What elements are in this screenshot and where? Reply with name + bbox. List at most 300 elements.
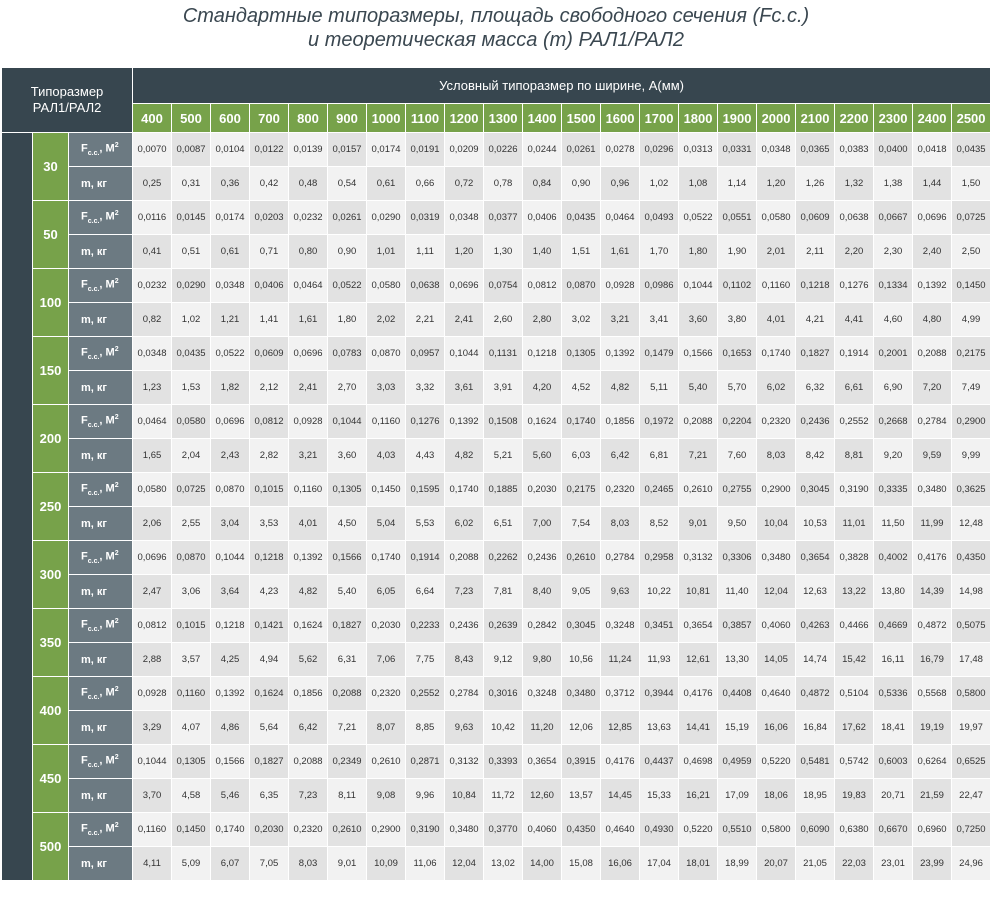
area-label: $F_{с.с.}$, $М^2$ <box>69 541 133 575</box>
area-value: 0,0580 <box>172 405 211 439</box>
mass-value: 0,61 <box>211 235 250 269</box>
width-header-2200: 2200 <box>835 104 874 133</box>
mass-value: 21,05 <box>796 847 835 881</box>
area-value: 0,0928 <box>133 677 172 711</box>
area-value: 0,2465 <box>640 473 679 507</box>
area-value: 0,0139 <box>289 133 328 167</box>
mass-value: 0,51 <box>172 235 211 269</box>
table-row-area <box>2 473 991 507</box>
area-value: 0,2436 <box>523 541 562 575</box>
area-value: 0,1392 <box>601 337 640 371</box>
mass-value: 15,33 <box>640 779 679 813</box>
mass-value: 10,53 <box>796 507 835 541</box>
area-value: 0,4350 <box>562 813 601 847</box>
area-value: 0,1218 <box>796 269 835 303</box>
area-value: 0,2668 <box>874 405 913 439</box>
width-header-1100: 1100 <box>406 104 445 133</box>
mass-value: 5,64 <box>250 711 289 745</box>
mass-value: 18,95 <box>796 779 835 813</box>
area-value: 0,0348 <box>133 337 172 371</box>
area-value: 0,1624 <box>250 677 289 711</box>
mass-value: 4,82 <box>289 575 328 609</box>
mass-value: 6,81 <box>640 439 679 473</box>
area-value: 0,1856 <box>601 405 640 439</box>
area-value: 0,2610 <box>328 813 367 847</box>
area-value: 0,4872 <box>796 677 835 711</box>
table-row-mass <box>2 575 991 609</box>
area-value: 0,6264 <box>913 745 952 779</box>
area-value: 0,1624 <box>289 609 328 643</box>
mass-value: 3,70 <box>133 779 172 813</box>
area-value: 0,3132 <box>445 745 484 779</box>
area-value: 0,4176 <box>679 677 718 711</box>
width-header-2100: 2100 <box>796 104 835 133</box>
area-value: 0,1421 <box>250 609 289 643</box>
mass-value: 11,50 <box>874 507 913 541</box>
mass-value: 1,32 <box>835 167 874 201</box>
area-value: 0,3248 <box>601 609 640 643</box>
area-value: 0,4872 <box>913 609 952 643</box>
mass-value: 10,04 <box>757 507 796 541</box>
area-value: 0,2842 <box>523 609 562 643</box>
area-value: 0,0261 <box>328 201 367 235</box>
mass-value: 7,21 <box>328 711 367 745</box>
area-value: 0,0696 <box>445 269 484 303</box>
mass-value: 6,42 <box>289 711 328 745</box>
mass-value: 12,85 <box>601 711 640 745</box>
area-value: 0,3045 <box>796 473 835 507</box>
area-value: 0,1305 <box>328 473 367 507</box>
area-value: 0,1160 <box>172 677 211 711</box>
area-value: 0,3828 <box>835 541 874 575</box>
area-value: 0,0406 <box>523 201 562 235</box>
area-value: 0,0696 <box>211 405 250 439</box>
area-value: 0,3451 <box>640 609 679 643</box>
mass-value: 1,61 <box>289 303 328 337</box>
mass-value: 6,32 <box>796 371 835 405</box>
width-header-1000: 1000 <box>367 104 406 133</box>
mass-value: 18,99 <box>718 847 757 881</box>
area-value: 0,1827 <box>796 337 835 371</box>
width-header-2400: 2400 <box>913 104 952 133</box>
area-value: 0,5220 <box>757 745 796 779</box>
mass-value: 1,53 <box>172 371 211 405</box>
area-value: 0,2088 <box>289 745 328 779</box>
area-label: $F_{с.с.}$, $М^2$ <box>69 405 133 439</box>
area-value: 0,2900 <box>367 813 406 847</box>
mass-value: 14,41 <box>679 711 718 745</box>
width-header-400: 400 <box>133 104 172 133</box>
table-row-area <box>2 133 991 167</box>
table-row-mass <box>2 507 991 541</box>
area-label: $F_{с.с.}$, $М^2$ <box>69 337 133 371</box>
area-label: $F_{с.с.}$, $М^2$ <box>69 609 133 643</box>
area-value: 0,4930 <box>640 813 679 847</box>
mass-value: 2,04 <box>172 439 211 473</box>
area-value: 0,1595 <box>406 473 445 507</box>
area-value: 0,5742 <box>835 745 874 779</box>
mass-value: 23,99 <box>913 847 952 881</box>
mass-value: 1,61 <box>601 235 640 269</box>
mass-value: 1,82 <box>211 371 250 405</box>
mass-value: 14,05 <box>757 643 796 677</box>
mass-value: 1,21 <box>211 303 250 337</box>
mass-value: 13,22 <box>835 575 874 609</box>
area-value: 0,0319 <box>406 201 445 235</box>
area-value: 0,4060 <box>523 813 562 847</box>
area-value: 0,0696 <box>133 541 172 575</box>
mass-value: 21,59 <box>913 779 952 813</box>
area-value: 0,0348 <box>757 133 796 167</box>
area-value: 0,6670 <box>874 813 913 847</box>
height-cell-50: 50 <box>33 201 69 269</box>
area-value: 0,4002 <box>874 541 913 575</box>
mass-value: 4,43 <box>406 439 445 473</box>
mass-value: 4,41 <box>835 303 874 337</box>
mass-value: 10,09 <box>367 847 406 881</box>
mass-value: 3,80 <box>718 303 757 337</box>
area-value: 0,1740 <box>367 541 406 575</box>
width-header: Условный типоразмер по ширине, А(мм) <box>133 68 991 104</box>
mass-value: 8,03 <box>601 507 640 541</box>
mass-value: 3,06 <box>172 575 211 609</box>
area-value: 0,3190 <box>835 473 874 507</box>
area-value: 0,0464 <box>601 201 640 235</box>
area-value: 0,4669 <box>874 609 913 643</box>
area-value: 0,2030 <box>250 813 289 847</box>
mass-value: 0,42 <box>250 167 289 201</box>
area-value: 0,0296 <box>640 133 679 167</box>
area-value: 0,0870 <box>562 269 601 303</box>
mass-value: 11,40 <box>718 575 757 609</box>
table-row-mass <box>2 779 991 813</box>
mass-value: 4,01 <box>289 507 328 541</box>
area-value: 0,0174 <box>367 133 406 167</box>
mass-value: 16,06 <box>757 711 796 745</box>
area-value: 0,0493 <box>640 201 679 235</box>
mass-value: 12,04 <box>757 575 796 609</box>
area-value: 0,0226 <box>484 133 523 167</box>
area-value: 0,4176 <box>913 541 952 575</box>
area-value: 0,2175 <box>952 337 991 371</box>
area-value: 0,1856 <box>289 677 328 711</box>
area-value: 0,5568 <box>913 677 952 711</box>
area-value: 0,1131 <box>484 337 523 371</box>
area-value: 0,1508 <box>484 405 523 439</box>
mass-value: 5,62 <box>289 643 328 677</box>
area-value: 0,0696 <box>913 201 952 235</box>
mass-label: m, кг <box>69 371 133 405</box>
mass-value: 0,25 <box>133 167 172 201</box>
mass-value: 5,40 <box>328 575 367 609</box>
mass-value: 2,41 <box>289 371 328 405</box>
area-value: 0,0290 <box>172 269 211 303</box>
table-row-mass <box>2 439 991 473</box>
mass-value: 2,21 <box>406 303 445 337</box>
mass-value: 14,00 <box>523 847 562 881</box>
area-value: 0,2784 <box>445 677 484 711</box>
table-row-area <box>2 201 991 235</box>
mass-value: 16,11 <box>874 643 913 677</box>
mass-value: 6,03 <box>562 439 601 473</box>
area-value: 0,0580 <box>757 201 796 235</box>
area-value: 0,0725 <box>952 201 991 235</box>
mass-value: 2,60 <box>484 303 523 337</box>
area-value: 0,1827 <box>328 609 367 643</box>
mass-value: 22,47 <box>952 779 991 813</box>
mass-value: 2,70 <box>328 371 367 405</box>
area-value: 0,3712 <box>601 677 640 711</box>
area-value: 0,3190 <box>406 813 445 847</box>
width-header-row <box>2 104 991 133</box>
mass-value: 3,91 <box>484 371 523 405</box>
table-row-area <box>2 337 991 371</box>
area-value: 0,5220 <box>679 813 718 847</box>
mass-value: 1,26 <box>796 167 835 201</box>
mass-value: 9,08 <box>367 779 406 813</box>
area-value: 0,1450 <box>367 473 406 507</box>
area-value: 0,1218 <box>211 609 250 643</box>
area-value: 0,0348 <box>211 269 250 303</box>
table-row-area <box>2 609 991 643</box>
area-value: 0,1160 <box>289 473 328 507</box>
mass-value: 10,42 <box>484 711 523 745</box>
mass-value: 0,36 <box>211 167 250 201</box>
area-value: 0,0812 <box>250 405 289 439</box>
area-value: 0,5800 <box>757 813 796 847</box>
mass-value: 9,20 <box>874 439 913 473</box>
height-header <box>2 133 33 881</box>
mass-value: 6,64 <box>406 575 445 609</box>
height-cell-150: 150 <box>33 337 69 405</box>
mass-value: 9,05 <box>562 575 601 609</box>
area-value: 0,0244 <box>523 133 562 167</box>
mass-value: 20,71 <box>874 779 913 813</box>
area-label: $F_{с.с.}$, $М^2$ <box>69 133 133 167</box>
mass-value: 6,05 <box>367 575 406 609</box>
size-table <box>1 67 991 881</box>
area-value: 0,4466 <box>835 609 874 643</box>
area-value: 0,1653 <box>718 337 757 371</box>
mass-value: 8,40 <box>523 575 562 609</box>
area-value: 0,1972 <box>640 405 679 439</box>
mass-value: 7,54 <box>562 507 601 541</box>
mass-value: 5,09 <box>172 847 211 881</box>
area-value: 0,3393 <box>484 745 523 779</box>
area-value: 0,3132 <box>679 541 718 575</box>
area-label: $F_{с.с.}$, $М^2$ <box>69 269 133 303</box>
area-label: $F_{с.с.}$, $М^2$ <box>69 473 133 507</box>
height-cell-200: 200 <box>33 405 69 473</box>
mass-label: m, кг <box>69 779 133 813</box>
area-value: 0,2030 <box>523 473 562 507</box>
mass-value: 10,81 <box>679 575 718 609</box>
area-value: 0,0957 <box>406 337 445 371</box>
area-value: 0,2088 <box>913 337 952 371</box>
area-value: 0,6960 <box>913 813 952 847</box>
mass-value: 9,50 <box>718 507 757 541</box>
mass-value: 2,82 <box>250 439 289 473</box>
mass-value: 11,72 <box>484 779 523 813</box>
document-title <box>0 4 992 52</box>
mass-value: 5,70 <box>718 371 757 405</box>
mass-value: 3,57 <box>172 643 211 677</box>
area-value: 0,0812 <box>133 609 172 643</box>
mass-value: 16,84 <box>796 711 835 745</box>
mass-value: 0,48 <box>289 167 328 201</box>
mass-value: 3,60 <box>679 303 718 337</box>
area-value: 0,2871 <box>406 745 445 779</box>
area-value: 0,0418 <box>913 133 952 167</box>
area-value: 0,0928 <box>601 269 640 303</box>
mass-value: 7,81 <box>484 575 523 609</box>
area-value: 0,2784 <box>601 541 640 575</box>
area-value: 0,0609 <box>796 201 835 235</box>
area-value: 0,7250 <box>952 813 991 847</box>
area-value: 0,2900 <box>757 473 796 507</box>
area-value: 0,1276 <box>835 269 874 303</box>
area-value: 0,4350 <box>952 541 991 575</box>
area-value: 0,2320 <box>289 813 328 847</box>
area-value: 0,0209 <box>445 133 484 167</box>
mass-value: 13,80 <box>874 575 913 609</box>
area-value: 0,4176 <box>601 745 640 779</box>
mass-value: 11,20 <box>523 711 562 745</box>
mass-value: 0,66 <box>406 167 445 201</box>
mass-value: 9,63 <box>601 575 640 609</box>
mass-value: 9,12 <box>484 643 523 677</box>
mass-value: 19,83 <box>835 779 874 813</box>
mass-value: 2,55 <box>172 507 211 541</box>
table-row-area <box>2 813 991 847</box>
mass-value: 6,07 <box>211 847 250 881</box>
width-header-1300: 1300 <box>484 104 523 133</box>
mass-value: 3,03 <box>367 371 406 405</box>
mass-value: 14,39 <box>913 575 952 609</box>
area-value: 0,1044 <box>679 269 718 303</box>
area-value: 0,2088 <box>445 541 484 575</box>
mass-value: 6,02 <box>757 371 796 405</box>
mass-value: 7,23 <box>289 779 328 813</box>
area-label: $F_{с.с.}$, $М^2$ <box>69 201 133 235</box>
mass-value: 4,80 <box>913 303 952 337</box>
mass-value: 12,48 <box>952 507 991 541</box>
area-value: 0,0145 <box>172 201 211 235</box>
mass-label: m, кг <box>69 847 133 881</box>
mass-value: 12,63 <box>796 575 835 609</box>
mass-label: m, кг <box>69 575 133 609</box>
area-value: 0,1450 <box>952 269 991 303</box>
table-row-area <box>2 405 991 439</box>
area-value: 0,5800 <box>952 677 991 711</box>
mass-value: 7,20 <box>913 371 952 405</box>
area-value: 0,2552 <box>406 677 445 711</box>
area-value: 0,3915 <box>562 745 601 779</box>
mass-value: 0,90 <box>562 167 601 201</box>
table-body <box>2 133 991 881</box>
area-value: 0,0725 <box>172 473 211 507</box>
area-value: 0,1392 <box>445 405 484 439</box>
mass-value: 7,05 <box>250 847 289 881</box>
area-value: 0,4263 <box>796 609 835 643</box>
mass-value: 8,85 <box>406 711 445 745</box>
mass-value: 1,65 <box>133 439 172 473</box>
area-value: 0,1160 <box>757 269 796 303</box>
mass-value: 10,84 <box>445 779 484 813</box>
mass-value: 1,50 <box>952 167 991 201</box>
mass-value: 7,60 <box>718 439 757 473</box>
mass-label: m, кг <box>69 235 133 269</box>
area-value: 0,0400 <box>874 133 913 167</box>
area-value: 0,0667 <box>874 201 913 235</box>
mass-value: 2,01 <box>757 235 796 269</box>
area-value: 0,3654 <box>523 745 562 779</box>
mass-value: 2,41 <box>445 303 484 337</box>
mass-value: 8,07 <box>367 711 406 745</box>
width-header-2000: 2000 <box>757 104 796 133</box>
mass-value: 5,11 <box>640 371 679 405</box>
area-value: 0,3654 <box>679 609 718 643</box>
mass-value: 15,08 <box>562 847 601 881</box>
area-value: 0,0331 <box>718 133 757 167</box>
area-value: 0,0696 <box>289 337 328 371</box>
area-value: 0,3625 <box>952 473 991 507</box>
mass-value: 2,30 <box>874 235 913 269</box>
width-header-1700: 1700 <box>640 104 679 133</box>
mass-value: 4,50 <box>328 507 367 541</box>
area-value: 0,4408 <box>718 677 757 711</box>
mass-value: 20,07 <box>757 847 796 881</box>
area-value: 0,0638 <box>835 201 874 235</box>
area-value: 0,0377 <box>484 201 523 235</box>
mass-value: 17,48 <box>952 643 991 677</box>
area-value: 0,0313 <box>679 133 718 167</box>
area-value: 0,2001 <box>874 337 913 371</box>
mass-label: m, кг <box>69 711 133 745</box>
area-value: 0,2610 <box>679 473 718 507</box>
area-value: 0,0464 <box>289 269 328 303</box>
corner-label: Типоразмер РАЛ1/РАЛ2 <box>2 68 133 133</box>
area-value: 0,1334 <box>874 269 913 303</box>
area-value: 0,2088 <box>328 677 367 711</box>
mass-value: 10,22 <box>640 575 679 609</box>
mass-value: 17,04 <box>640 847 679 881</box>
area-label: $F_{с.с.}$, $М^2$ <box>69 745 133 779</box>
mass-value: 4,82 <box>445 439 484 473</box>
area-value: 0,3248 <box>523 677 562 711</box>
mass-value: 0,96 <box>601 167 640 201</box>
mass-value: 12,61 <box>679 643 718 677</box>
mass-value: 4,99 <box>952 303 991 337</box>
mass-value: 12,60 <box>523 779 562 813</box>
width-header-1500: 1500 <box>562 104 601 133</box>
mass-value: 13,63 <box>640 711 679 745</box>
area-label: $F_{с.с.}$, $М^2$ <box>69 677 133 711</box>
width-header-1400: 1400 <box>523 104 562 133</box>
width-header-2500: 2500 <box>952 104 991 133</box>
area-value: 0,3480 <box>913 473 952 507</box>
area-value: 0,0580 <box>367 269 406 303</box>
width-header-900: 900 <box>328 104 367 133</box>
mass-value: 2,20 <box>835 235 874 269</box>
area-value: 0,0406 <box>250 269 289 303</box>
mass-value: 3,60 <box>328 439 367 473</box>
area-value: 0,1305 <box>172 745 211 779</box>
mass-value: 15,19 <box>718 711 757 745</box>
mass-value: 11,93 <box>640 643 679 677</box>
mass-value: 24,96 <box>952 847 991 881</box>
mass-value: 18,06 <box>757 779 796 813</box>
